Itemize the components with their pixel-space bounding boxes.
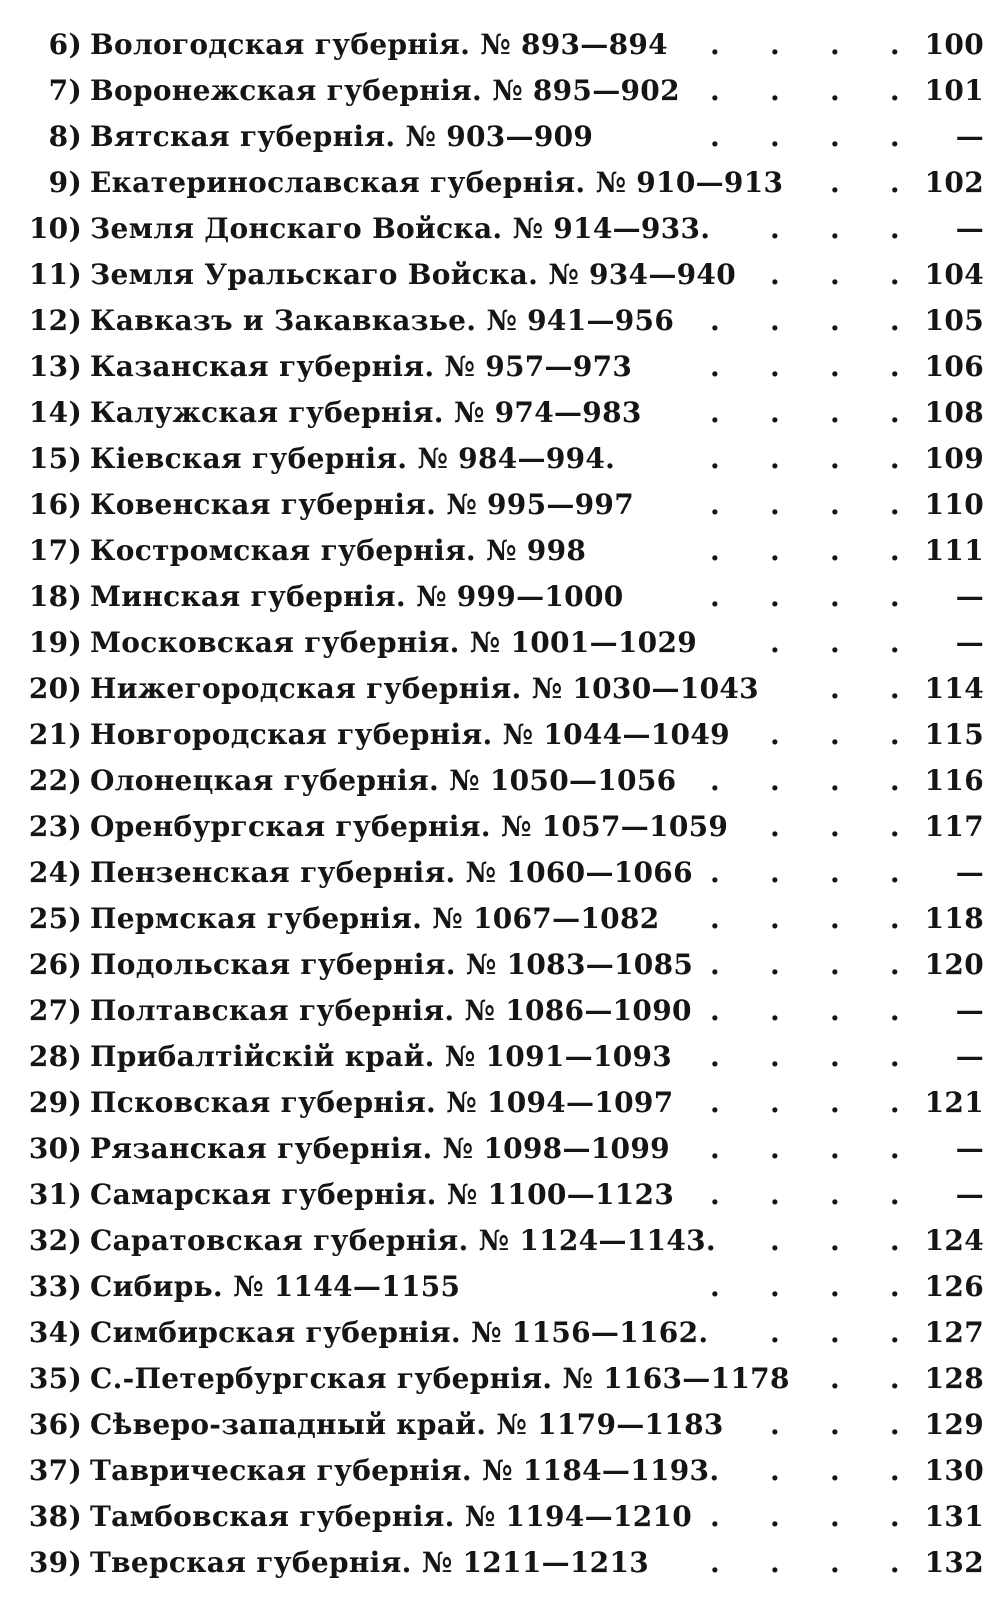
entry-title: Прибалтійскій край. № 1091—1093	[90, 1040, 673, 1073]
dot-leaders: . . .	[769, 258, 900, 291]
list-item	[20, 850, 984, 896]
dot-leaders: . . . .	[710, 902, 900, 935]
entry-title: Сибирь. № 1144—1155	[90, 1270, 461, 1303]
entry-page-number: 118	[924, 902, 984, 935]
entry-page-number: —	[955, 994, 984, 1027]
entry-number: 13)	[28, 350, 82, 383]
entry-title: Московская губернія. № 1001—1029	[90, 626, 698, 659]
entry-page-number: 131	[924, 1500, 984, 1533]
entry-number: 9)	[48, 166, 82, 199]
entry-page-number: 124	[924, 1224, 984, 1257]
entry-number: 18)	[28, 580, 82, 613]
entry-number: 8)	[48, 120, 82, 153]
entry-page-number: 108	[924, 396, 984, 429]
entry-title: Калужская губернія. № 974—983	[90, 396, 642, 429]
entry-page-number: 120	[924, 948, 984, 981]
dot-leaders: . . . .	[710, 1178, 900, 1211]
entry-title: С.-Петербургская губернія. № 1163—1178	[90, 1362, 790, 1395]
dot-leaders: . . . .	[710, 534, 900, 567]
dot-leaders: . . . .	[710, 74, 900, 107]
entry-number: 7)	[48, 74, 82, 107]
dot-leaders: . . . .	[710, 488, 900, 521]
list-item	[20, 896, 984, 942]
entry-page-number: —	[955, 212, 984, 245]
dot-leaders: . . . .	[710, 1132, 900, 1165]
list-item	[20, 206, 984, 252]
list-item	[20, 22, 984, 68]
entry-number: 15)	[28, 442, 82, 475]
entry-title: Псковская губернія. № 1094—1097	[90, 1086, 674, 1119]
entry-number: 28)	[28, 1040, 82, 1073]
entry-page-number: 121	[924, 1086, 984, 1119]
list-item	[20, 114, 984, 160]
entry-number: 10)	[28, 212, 82, 245]
list-item	[20, 252, 984, 298]
list-item	[20, 1126, 984, 1172]
list-item	[20, 1310, 984, 1356]
entry-title: Вятская губернія. № 903—909	[90, 120, 594, 153]
list-item	[20, 988, 984, 1034]
dot-leaders: . . .	[769, 212, 900, 245]
dot-leaders: . .	[829, 1362, 900, 1395]
entry-number: 36)	[28, 1408, 82, 1441]
entry-number: 22)	[28, 764, 82, 797]
dot-leaders: . . . .	[710, 856, 900, 889]
entry-number: 29)	[28, 1086, 82, 1119]
entry-title: Пермская губернія. № 1067—1082	[90, 902, 660, 935]
list-item	[20, 1264, 984, 1310]
entry-page-number: 104	[924, 258, 984, 291]
dot-leaders: . . . .	[710, 1500, 900, 1533]
table-of-contents	[20, 22, 984, 1586]
dot-leaders: . . . .	[710, 1546, 900, 1579]
entry-title: Олонецкая губернія. № 1050—1056	[90, 764, 677, 797]
dot-leaders: . . . .	[710, 442, 900, 475]
list-item	[20, 1402, 984, 1448]
list-item	[20, 712, 984, 758]
entry-number: 19)	[28, 626, 82, 659]
entry-number: 32)	[28, 1224, 82, 1257]
list-item	[20, 344, 984, 390]
entry-title: Симбирская губернія. № 1156—1162.	[90, 1316, 709, 1349]
entry-number: 35)	[28, 1362, 82, 1395]
list-item	[20, 1080, 984, 1126]
entry-title: Самарская губернія. № 1100—1123	[90, 1178, 675, 1211]
entry-title: Земля Уральскаго Войска. № 934—940	[90, 258, 736, 291]
entry-title: Таврическая губернія. № 1184—1193.	[90, 1454, 720, 1487]
entry-page-number: 129	[924, 1408, 984, 1441]
dot-leaders: . . . .	[710, 1086, 900, 1119]
dot-leaders: . .	[829, 672, 900, 705]
list-item	[20, 390, 984, 436]
entry-number: 31)	[28, 1178, 82, 1211]
entry-page-number: 126	[924, 1270, 984, 1303]
list-item	[20, 68, 984, 114]
dot-leaders: . . .	[769, 1454, 900, 1487]
entry-number: 14)	[28, 396, 82, 429]
entry-number: 17)	[28, 534, 82, 567]
entry-number: 33)	[28, 1270, 82, 1303]
dot-leaders: . . . .	[710, 948, 900, 981]
entry-page-number: 111	[924, 534, 984, 567]
dot-leaders: . . . .	[710, 396, 900, 429]
list-item	[20, 620, 984, 666]
entry-title: Минская губернія. № 999—1000	[90, 580, 624, 613]
list-item	[20, 1540, 984, 1586]
entry-page-number: —	[955, 1178, 984, 1211]
entry-page-number: 105	[924, 304, 984, 337]
entry-title: Оренбургская губернія. № 1057—1059	[90, 810, 729, 843]
dot-leaders: . . . .	[710, 120, 900, 153]
entry-page-number: 106	[924, 350, 984, 383]
list-item	[20, 482, 984, 528]
dot-leaders: . . . .	[710, 764, 900, 797]
entry-number: 38)	[28, 1500, 82, 1533]
entry-number: 11)	[28, 258, 82, 291]
entry-page-number: —	[955, 856, 984, 889]
dot-leaders: . . . .	[710, 28, 900, 61]
entry-title: Полтавская губернія. № 1086—1090	[90, 994, 692, 1027]
dot-leaders: . .	[829, 166, 900, 199]
list-item	[20, 160, 984, 206]
entry-page-number: 116	[924, 764, 984, 797]
entry-number: 34)	[28, 1316, 82, 1349]
dot-leaders: . . .	[769, 810, 900, 843]
entry-page-number: —	[955, 120, 984, 153]
entry-number: 25)	[28, 902, 82, 935]
entry-page-number: —	[955, 1132, 984, 1165]
entry-number: 16)	[28, 488, 82, 521]
entry-page-number: 114	[924, 672, 984, 705]
list-item	[20, 1034, 984, 1080]
entry-title: Костромская губернія. № 998	[90, 534, 587, 567]
entry-page-number: —	[955, 580, 984, 613]
dot-leaders: . . .	[769, 1224, 900, 1257]
list-item	[20, 528, 984, 574]
entry-title: Земля Донскаго Войска. № 914—933.	[90, 212, 711, 245]
entry-page-number: 101	[924, 74, 984, 107]
entry-number: 20)	[28, 672, 82, 705]
entry-title: Сѣверо-западный край. № 1179—1183	[90, 1408, 724, 1441]
entry-title: Подольская губернія. № 1083—1085	[90, 948, 694, 981]
list-item	[20, 1448, 984, 1494]
list-item	[20, 1172, 984, 1218]
dot-leaders: . . . .	[710, 304, 900, 337]
entry-title: Казанская губернія. № 957—973	[90, 350, 633, 383]
dot-leaders: . . .	[769, 718, 900, 751]
dot-leaders: . . .	[769, 626, 900, 659]
entry-page-number: —	[955, 626, 984, 659]
entry-number: 26)	[28, 948, 82, 981]
entry-page-number: —	[955, 1040, 984, 1073]
dot-leaders: . . .	[769, 1408, 900, 1441]
entry-number: 30)	[28, 1132, 82, 1165]
list-item	[20, 758, 984, 804]
entry-title: Екатеринославская губернія. № 910—913	[90, 166, 784, 199]
entry-title: Кавказъ и Закавказье. № 941—956	[90, 304, 675, 337]
dot-leaders: . . .	[769, 1316, 900, 1349]
entry-title: Кіевская губернія. № 984—994.	[90, 442, 616, 475]
entry-title: Пензенская губернія. № 1060—1066	[90, 856, 693, 889]
dot-leaders: . . . .	[710, 350, 900, 383]
entry-number: 37)	[28, 1454, 82, 1487]
list-item	[20, 1218, 984, 1264]
dot-leaders: . . . .	[710, 994, 900, 1027]
list-item	[20, 666, 984, 712]
entry-page-number: 102	[924, 166, 984, 199]
list-item	[20, 574, 984, 620]
entry-title: Ковенская губернія. № 995—997	[90, 488, 634, 521]
entry-number: 23)	[28, 810, 82, 843]
entry-page-number: 132	[924, 1546, 984, 1579]
entry-number: 24)	[28, 856, 82, 889]
entry-title: Рязанская губернія. № 1098—1099	[90, 1132, 670, 1165]
entry-title: Новгородская губернія. № 1044—1049	[90, 718, 730, 751]
entry-title: Тверская губернія. № 1211—1213	[90, 1546, 650, 1579]
entry-page-number: 110	[924, 488, 984, 521]
entry-title: Тамбовская губернія. № 1194—1210	[90, 1500, 693, 1533]
dot-leaders: . . . .	[710, 1270, 900, 1303]
list-item	[20, 436, 984, 482]
dot-leaders: . . . .	[710, 1040, 900, 1073]
dot-leaders: . . . .	[710, 580, 900, 613]
entry-number: 6)	[48, 28, 82, 61]
entry-page-number: 127	[924, 1316, 984, 1349]
list-item	[20, 804, 984, 850]
list-item	[20, 942, 984, 988]
entry-page-number: 128	[924, 1362, 984, 1395]
entry-number: 27)	[28, 994, 82, 1027]
entry-page-number: 115	[924, 718, 984, 751]
entry-number: 21)	[28, 718, 82, 751]
entry-title: Саратовская губернія. № 1124—1143.	[90, 1224, 716, 1257]
list-item	[20, 1356, 984, 1402]
entry-page-number: 117	[924, 810, 984, 843]
entry-number: 39)	[28, 1546, 82, 1579]
list-item	[20, 1494, 984, 1540]
entry-number: 12)	[28, 304, 82, 337]
entry-title: Воронежская губернія. № 895—902	[90, 74, 680, 107]
entry-title: Нижегородская губернія. № 1030—1043	[90, 672, 759, 705]
entry-page-number: 109	[924, 442, 984, 475]
entry-page-number: 100	[924, 28, 984, 61]
entry-page-number: 130	[924, 1454, 984, 1487]
entry-title: Вологодская губернія. № 893—894	[90, 28, 668, 61]
list-item	[20, 298, 984, 344]
